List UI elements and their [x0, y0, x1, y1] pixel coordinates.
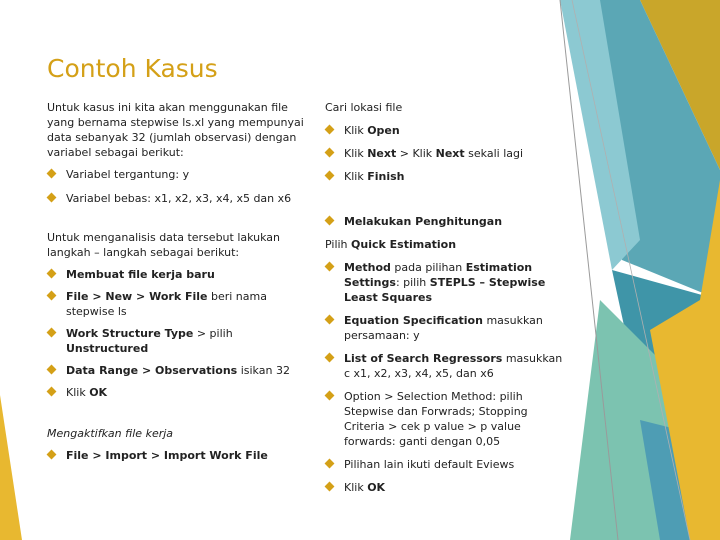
left-column [47, 100, 312, 463]
bullet-icon [47, 193, 57, 203]
intro-paragraph: Untuk kasus ini kita akan menggunakan file yang bernama stepwise ls.xl yang mempunyai data sebanyak 32 (jumlah observasi) dengan variabel sebagai berikut: [47, 101, 304, 159]
choose-line: Pilih Quick Estimation [325, 238, 457, 251]
right-column [325, 100, 567, 495]
bullet-icon [325, 125, 335, 135]
left-yellow-shape [0, 395, 22, 540]
step-item: Work Structure Type > pilih Unstructured [47, 326, 312, 356]
step-item: Klik OK [47, 385, 312, 400]
bullet-icon [325, 171, 335, 181]
bullet-icon [47, 291, 57, 301]
variable-item: Variabel bebas: x1, x2, x3, x4, x5 dan x6 [47, 191, 312, 206]
ok-item: Klik OK [325, 480, 567, 495]
eqspec-item: Equation Specification masukkan persamaan: y [325, 313, 567, 343]
bullet-icon [325, 459, 335, 469]
bullet-icon [325, 148, 335, 158]
bullet-icon [47, 269, 57, 279]
step-item: Data Range > Observations isikan 32 [47, 363, 312, 378]
activate-heading: Mengaktifkan file kerja [47, 427, 174, 440]
calc-item: Melakukan Penghitungan [325, 214, 567, 229]
step-item: Membuat file kerja baru [47, 267, 312, 282]
analysis-intro: Untuk menganalisis data tersebut lakukan langkah – langkah sebagai berikut: [47, 231, 281, 259]
bullet-icon [47, 450, 57, 460]
bullet-icon [325, 262, 335, 272]
step-item: File > New > Work File beri nama stepwise ls [47, 289, 312, 319]
find-step: Klik Finish [325, 169, 567, 184]
bullet-icon [325, 353, 335, 363]
bullet-icon [47, 169, 57, 179]
default-item: Pilihan lain ikuti default Eviews [325, 457, 567, 472]
bullet-icon [325, 482, 335, 492]
find-step: Klik Open [325, 123, 567, 138]
variable-item: Variabel tergantung: y [47, 167, 312, 182]
regressors-item: List of Search Regressors masukkan c x1, x2, x3, x4, x5, dan x6 [325, 351, 567, 381]
find-step: Klik Next > Klik Next sekali lagi [325, 146, 567, 161]
bullet-icon [325, 315, 335, 325]
slide-title: Contoh Kasus [47, 54, 218, 83]
activate-step: File > Import > Import Work File [47, 448, 312, 463]
bullet-icon [47, 328, 57, 338]
find-heading: Cari lokasi file [325, 101, 403, 114]
bullet-icon [325, 216, 335, 226]
method-item: Method pada pilihan Estimation Settings: pilih STEPLS – Stepwise Least Squares [325, 260, 567, 305]
bullet-icon [325, 391, 335, 401]
option-item: Option > Selection Method: pilih Stepwise dan Forwrads; Stopping Criteria > cek p value > p value forwards: ganti dengan 0,05 [325, 389, 567, 449]
bullet-icon [47, 387, 57, 397]
bullet-icon [47, 365, 57, 375]
